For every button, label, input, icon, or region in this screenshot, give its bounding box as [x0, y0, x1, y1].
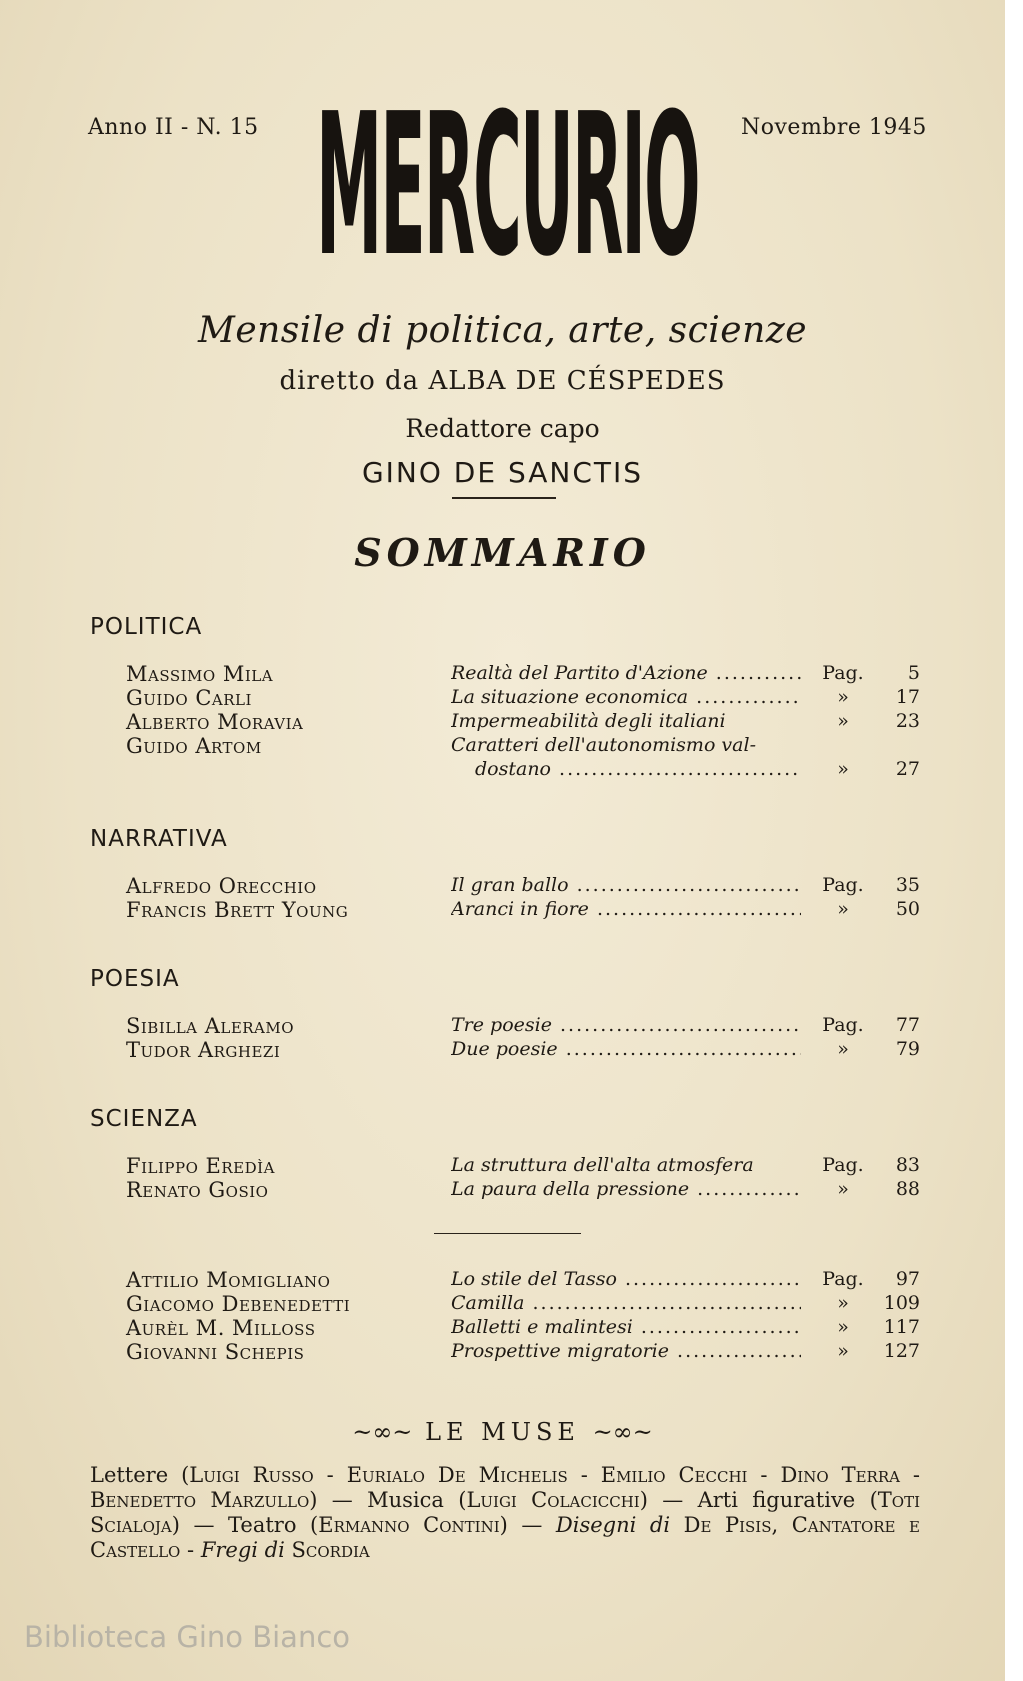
toc-pag: »	[837, 758, 849, 780]
toc-title: Tre poesie .....	[451, 1014, 801, 1036]
toc-author: Guido Carli	[126, 686, 252, 710]
divider	[452, 497, 556, 499]
toc-title: Aranci in fiore .....	[451, 898, 801, 920]
toc-page-number: 5	[907, 662, 920, 684]
section-title-politica: POLITICA	[90, 614, 203, 640]
muse-contributors: Lettere (Luigi Russo - Eurialo De Michelis - Emilio Cecchi - Dino Terra - Benedetto Marzullo) — Musica (Luigi Colacicchi) — Arti figurative (Toti Scialoja) — Teatro (Ermanno Contini) — Disegni di De Pisis, Cantatore e Castello - Fregi di Scordia	[90, 1463, 921, 1562]
toc-entry[interactable]	[0, 1014, 1005, 1038]
toc-author: Alfredo Orecchio	[126, 874, 317, 898]
editor-role: Redattore capo	[405, 414, 600, 443]
toc-page-number: 17	[895, 686, 920, 708]
toc-page-number: 83	[895, 1154, 920, 1176]
toc-title: La struttura dell'alta atmosfera	[451, 1154, 754, 1176]
toc-author: Guido Artom	[126, 734, 262, 758]
le-muse-heading	[0, 1418, 1005, 1446]
toc-entry[interactable]	[0, 710, 1005, 734]
toc-entry[interactable]	[0, 662, 1005, 686]
section-title-scienza: SCIENZA	[90, 1106, 198, 1132]
toc-pag: Pag.	[822, 1154, 864, 1176]
toc-page-number: 127	[883, 1340, 920, 1362]
toc-page-number: 109	[883, 1292, 920, 1314]
toc-title: Due poesie .....	[451, 1038, 801, 1060]
masthead-logo: MERCURIO	[316, 72, 699, 300]
toc-entry[interactable]	[0, 1268, 1005, 1292]
toc-pag: »	[837, 1340, 849, 1362]
ornament-right-icon: ~∞~	[592, 1418, 653, 1446]
toc-author: Sibilla Aleramo	[126, 1014, 295, 1038]
toc-title: La paura della pressione .....	[451, 1178, 801, 1200]
le-muse-label: LE MUSE	[425, 1418, 580, 1446]
toc-page-number: 77	[895, 1014, 920, 1036]
toc-author: Tudor Arghezi	[126, 1038, 281, 1062]
toc-pag: Pag.	[822, 1268, 864, 1290]
toc-pag: Pag.	[822, 1014, 864, 1036]
toc-title: Il gran ballo .....	[451, 874, 801, 896]
toc-entry[interactable]	[0, 1038, 1005, 1062]
toc-entry[interactable]	[0, 1154, 1005, 1178]
issue-number: Anno II - N. 15	[88, 115, 259, 140]
toc-page-number: 88	[895, 1178, 920, 1200]
toc-page-number: 27	[895, 758, 920, 780]
section-title-poesia: POESIA	[90, 966, 180, 992]
toc-entry[interactable]	[0, 898, 1005, 922]
ornament-left-icon: ~∞~	[352, 1418, 413, 1446]
toc-title: La situazione economica .....	[451, 686, 801, 708]
toc-author: Massimo Mila	[126, 662, 274, 686]
toc-entry[interactable]	[0, 1178, 1005, 1202]
toc-page-number: 97	[895, 1268, 920, 1290]
section-title-narrativa: NARRATIVA	[90, 826, 228, 852]
director-line: diretto da ALBA DE CÉSPEDES	[279, 366, 726, 396]
toc-page-number: 23	[895, 710, 920, 732]
toc-entry[interactable]	[0, 1340, 1005, 1364]
toc-pag: Pag.	[822, 662, 864, 684]
toc-author: Renato Gosio	[126, 1178, 269, 1202]
toc-entry[interactable]	[0, 1292, 1005, 1316]
toc-title: Prospettive migratorie .....	[451, 1340, 801, 1362]
toc-author: Giovanni Schepis	[126, 1340, 305, 1364]
toc-title: Realtà del Partito d'Azione .....	[451, 662, 801, 684]
toc-author: Francis Brett Young	[126, 898, 349, 922]
toc-entry[interactable]	[0, 734, 1005, 758]
toc-page-number: 35	[895, 874, 920, 896]
toc-page-number: 117	[883, 1316, 920, 1338]
subtitle: Mensile di politica, arte, scienze	[197, 310, 808, 351]
toc-author: Filippo Eredìa	[126, 1154, 275, 1178]
toc-entry[interactable]	[0, 874, 1005, 898]
toc-entry[interactable]	[0, 758, 1005, 782]
toc-page-number: 50	[895, 898, 920, 920]
toc-page-number: 79	[895, 1038, 920, 1060]
toc-title: Camilla .....	[451, 1292, 801, 1314]
page-edge	[1005, 0, 1023, 1681]
toc-author: Aurèl M. Milloss	[126, 1316, 316, 1340]
toc-title: Balletti e malintesi .....	[451, 1316, 801, 1338]
toc-author: Giacomo Debenedetti	[126, 1292, 351, 1316]
issue-date: Novembre 1945	[741, 115, 927, 140]
toc-pag: »	[837, 1316, 849, 1338]
toc-pag: »	[837, 710, 849, 732]
toc-pag: »	[837, 1038, 849, 1060]
toc-title: Impermeabilità degli italiani	[451, 710, 726, 732]
toc-title: Lo stile del Tasso .....	[451, 1268, 801, 1290]
watermark: Biblioteca Gino Bianco	[24, 1620, 351, 1654]
toc-entry[interactable]	[0, 686, 1005, 710]
toc-author: Alberto Moravia	[126, 710, 304, 734]
toc-author: Attilio Momigliano	[126, 1268, 331, 1292]
toc-title: dostano .....	[475, 758, 801, 780]
toc-pag: »	[837, 1292, 849, 1314]
toc-pag: »	[837, 1178, 849, 1200]
toc-pag: »	[837, 686, 849, 708]
toc-pag: »	[837, 898, 849, 920]
contents-title: SOMMARIO	[354, 530, 651, 575]
toc-pag: Pag.	[822, 874, 864, 896]
divider	[434, 1233, 581, 1234]
toc-entry[interactable]	[0, 1316, 1005, 1340]
toc-title: Caratteri dell'autonomismo val-	[451, 734, 756, 756]
editor-name: GINO DE SANCTIS	[361, 456, 644, 489]
